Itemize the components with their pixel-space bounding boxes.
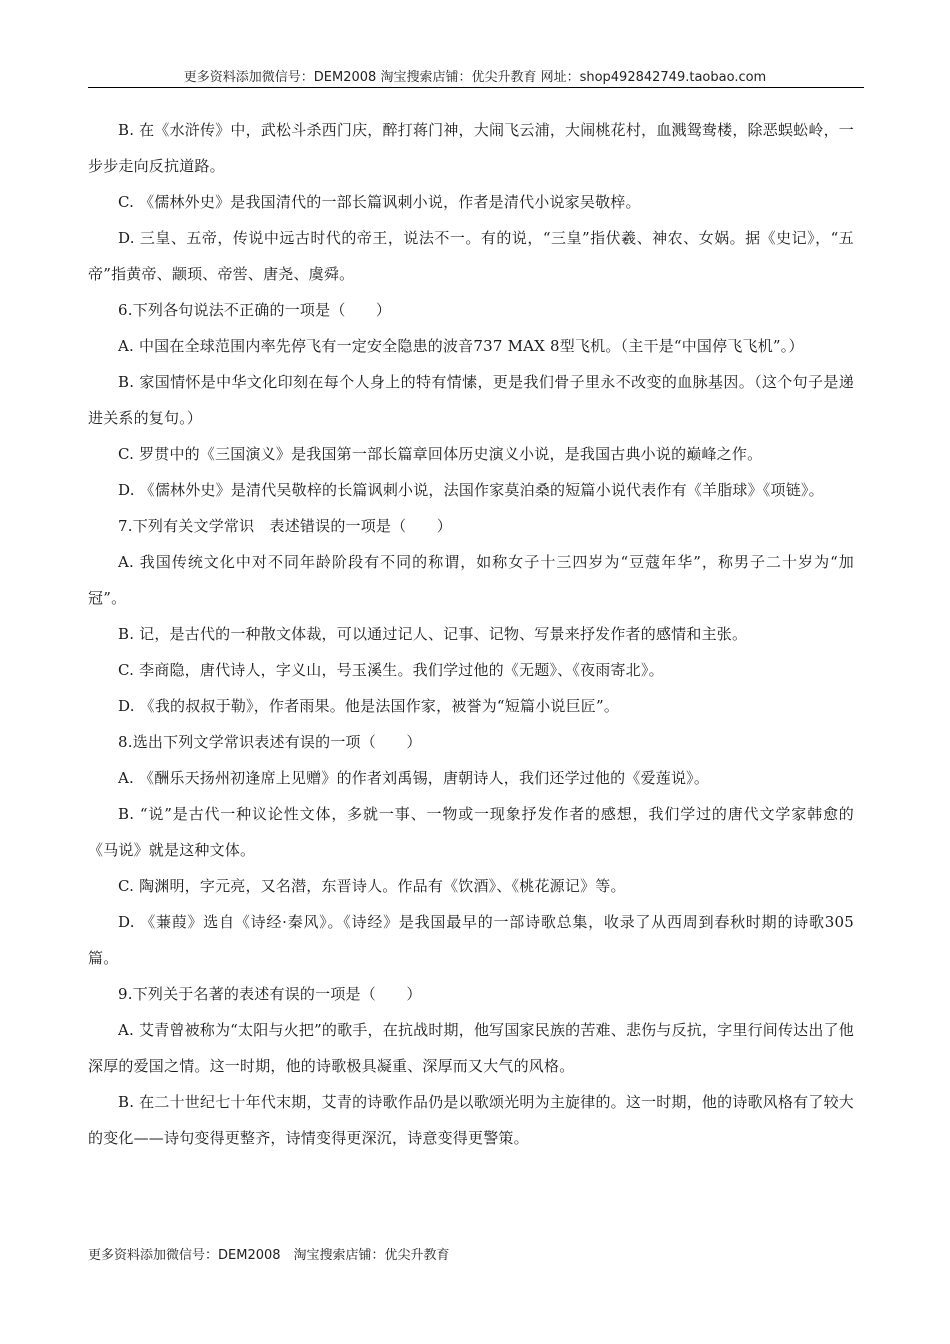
question-6-option-d: D. 《儒林外史》是清代吴敬梓的长篇讽刺小说，法国作家莫泊桑的短篇小说代表作有《羊脂球》《项链》。 (118, 481, 824, 499)
option-c-rulin: C. 《儒林外史》是我国清代的一部长篇讽刺小说，作者是清代小说家吴敬梓。 (118, 193, 641, 211)
option-d-sanhuang: D. 三皇、五帝，传说中远古时代的帝王，说法不一。有的说，“三皇”指伏羲、神农、女娲。据《史记》，“五帝”指黄帝、颛顼、帝喾、唐尧、虞舜。 (88, 229, 854, 283)
question-8-option-b: B. “说”是古代一种议论性文体，多就一事、一物或一现象抒发作者的感想，我们学过的唐代文学家韩愈的《马说》就是这种文体。 (88, 805, 854, 859)
document-body (88, 112, 854, 1156)
question-9-option-a: A. 艾青曾被称为“太阳与火把”的歌手，在抗战时期，他写国家民族的苦难、悲伤与反抗，字里行间传达出了他深厚的爱国之情。这一时期，他的诗歌极具凝重、深厚而又大气的风格。 (88, 1021, 854, 1075)
question-7-option-b: B. 记，是古代的一种散文体裁，可以通过记人、记事、记物、写景来抒发作者的感情和主张。 (118, 625, 748, 643)
question-8-option-a: A. 《酬乐天扬州初逢席上见赠》的作者刘禹锡，唐朝诗人，我们还学过他的《爱莲说》。 (118, 769, 710, 787)
question-7-option-d: D. 《我的叔叔于勒》，作者雨果。他是法国作家，被誉为“短篇小说巨匠”。 (118, 697, 620, 715)
question-7-option-a: A. 我国传统文化中对不同年龄阶段有不同的称谓，如称女子十三四岁为“豆蔻年华”，称男子二十岁为“加冠”。 (88, 553, 854, 607)
question-8: 8.选出下列文学常识表述有误的一项（ ） (118, 733, 422, 751)
question-9: 9.下列关于名著的表述有误的一项是（ ） (118, 985, 422, 1003)
question-9-option-b: B. 在二十世纪七十年代末期，艾青的诗歌作品仍是以歌颂光明为主旋律的。这一时期，他的诗歌风格有了较大的变化——诗句变得更整齐，诗情变得更深沉，诗意变得更警策。 (88, 1093, 854, 1147)
header-divider (88, 87, 864, 88)
question-8-option-d: D. 《蒹葭》选自《诗经·秦风》。《诗经》是我国最早的一部诗歌总集，收录了从西周到春秋时期的诗歌305篇。 (88, 913, 854, 967)
option-b-shuihu: B. 在《水浒传》中，武松斗杀西门庆，醉打蒋门神，大闹飞云浦，大闹桃花村，血溅鸳鸯楼，除恶蜈蚣岭，一步步走向反抗道路。 (88, 121, 854, 175)
question-7: 7.下列有关文学常识 表述错误的一项是（ ） (118, 517, 452, 535)
question-6: 6.下列各句说法不正确的一项是（ ） (118, 301, 392, 319)
question-6-option-c: C. 罗贯中的《三国演义》是我国第一部长篇章回体历史演义小说，是我国古典小说的巅峰之作。 (118, 445, 763, 463)
question-7-option-c: C. 李商隐，唐代诗人，字义山，号玉溪生。我们学过他的《无题》、《夜雨寄北》。 (118, 661, 664, 679)
question-6-option-b: B. 家国情怀是中华文化印刻在每个人身上的特有情愫，更是我们骨子里永不改变的血脉基因。（这个句子是递进关系的复句。） (88, 373, 854, 427)
page-footer: 更多资料添加微信号：DEM2008 淘宝搜索店铺：优尖升教育 (88, 1248, 450, 1263)
page-header: 更多资料添加微信号：DEM2008 淘宝搜索店铺：优尖升教育 网址：shop492842749.taobao.com (183, 70, 767, 85)
question-8-option-c: C. 陶渊明，字元亮，又名潜，东晋诗人。作品有《饮酒》、《桃花源记》等。 (118, 877, 626, 895)
question-6-option-a: A. 中国在全球范围内率先停飞有一定安全隐患的波音737 MAX 8型飞机。（主干是“中国停飞飞机”。） (118, 337, 804, 355)
